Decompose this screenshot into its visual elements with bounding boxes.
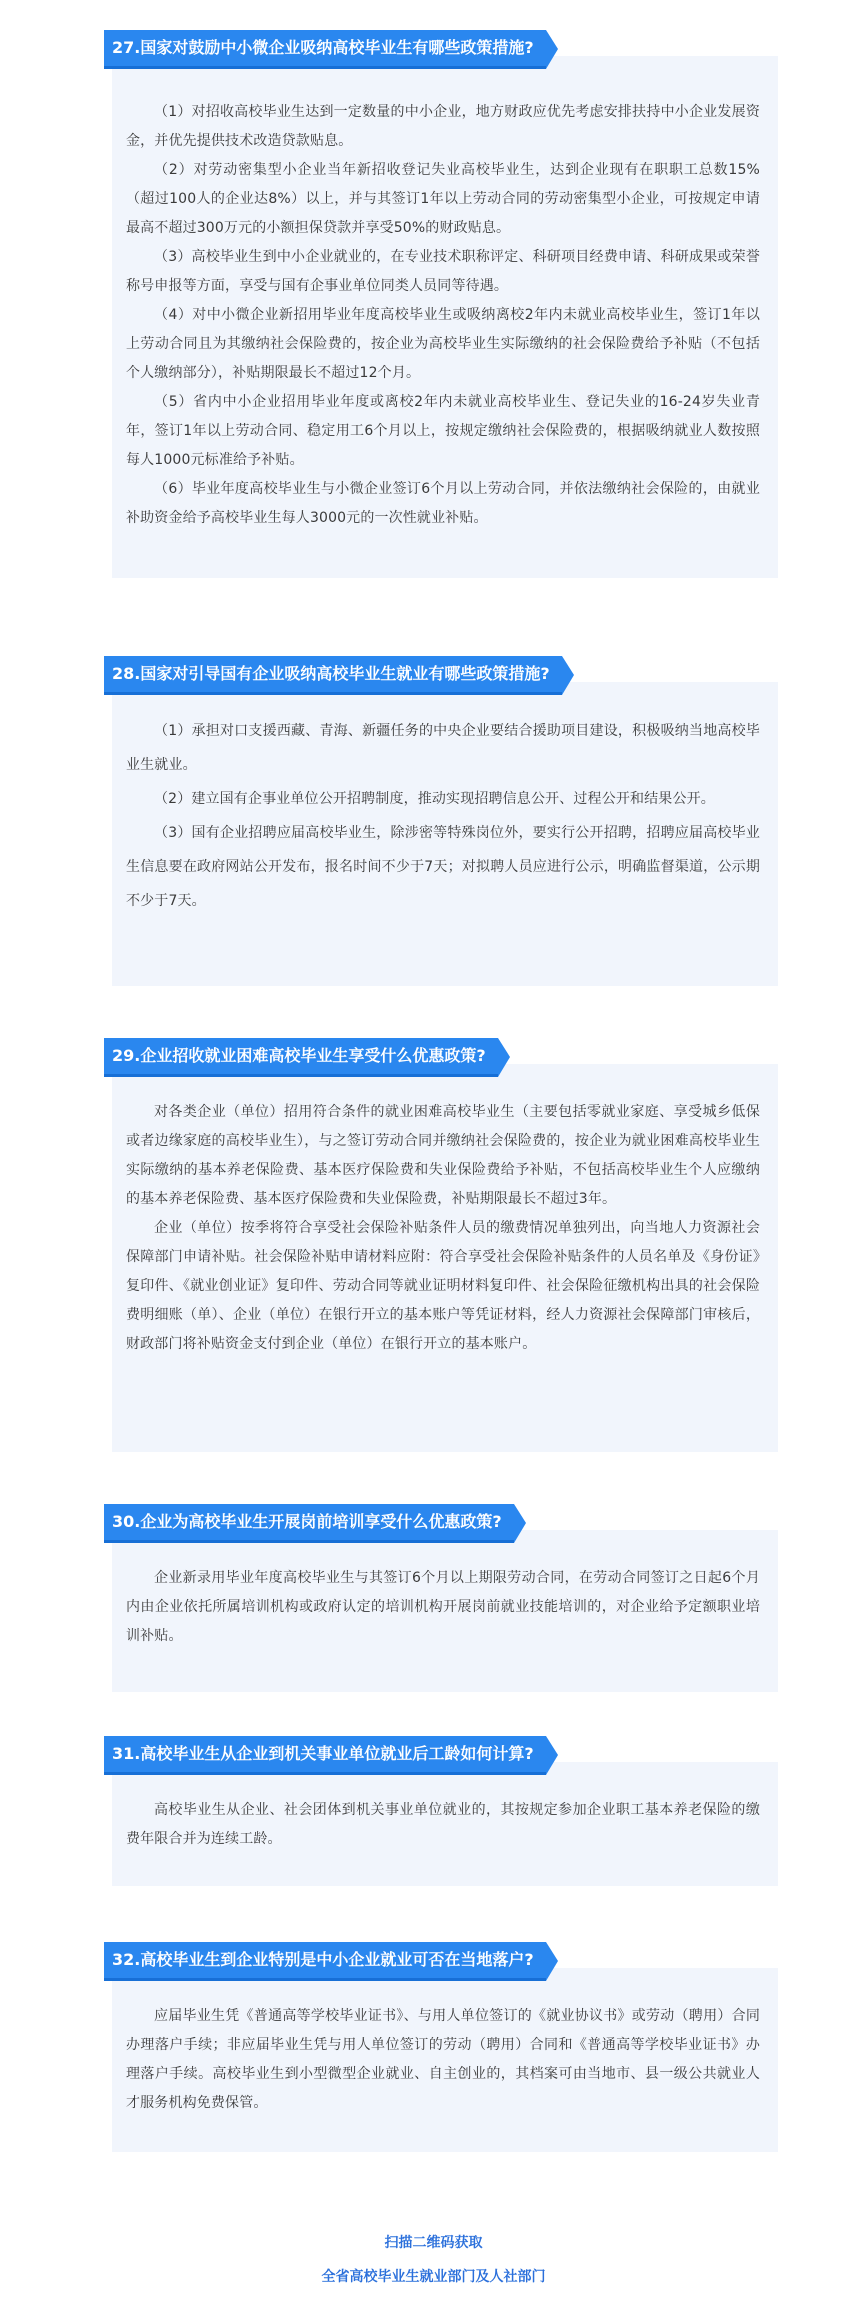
paragraph: 企业新录用毕业年度高校毕业生与其签订6个月以上期限劳动合同，在劳动合同签订之日起6个月内由企业依托所属培训机构或政府认定的培训机构开展岗前就业技能培训的，对企业给予定额职业培训补贴。 <box>126 1570 760 1644</box>
section-content <box>126 714 760 918</box>
footer-departments-text: 全省高校毕业生就业部门及人社部门 <box>321 2269 546 2285</box>
footer-scan-text: 扫描二维码获取 <box>384 2235 483 2251</box>
section-title: 29.企业招收就业困难高校毕业生享受什么优惠政策? <box>104 1038 498 1077</box>
section-title: 31.高校毕业生从企业到机关事业单位就业后工龄如何计算? <box>104 1736 546 1775</box>
paragraph: （6）毕业年度高校毕业生与小微企业签订6个月以上劳动合同，并依法缴纳社会保险的，由就业补助资金给予高校毕业生每人3000元的一次性就业补贴。 <box>126 481 760 526</box>
paragraph: （3）高校毕业生到中小企业就业的，在专业技术职称评定、科研项目经费申请、科研成果或荣誉称号申报等方面，享受与国有企事业单位同类人员同等待遇。 <box>126 249 760 294</box>
paragraph: 对各类企业（单位）招用符合条件的就业困难高校毕业生（主要包括零就业家庭、享受城乡低保或者边缘家庭的高校毕业生），与之签订劳动合同并缴纳社会保险费的，按企业为就业困难高校毕业生实际缴纳的基本养老保险费、基本医疗保险费和失业保险费给予补贴，不包括高校毕业生个人应缴纳的基本养老保险费、基本医疗保险费和失业保险费，补贴期限最长不超过3年。 <box>126 1104 760 1207</box>
section-content <box>126 1796 760 1854</box>
section-title: 32.高校毕业生到企业特别是中小企业就业可否在当地落户? <box>104 1942 546 1981</box>
paragraph: （4）对中小微企业新招用毕业年度高校毕业生或吸纳离校2年内未就业高校毕业生，签订1年以上劳动合同且为其缴纳社会保险费的，按企业为高校毕业生实际缴纳的社会保险费给予补贴（不包括个人缴纳部分），补贴期限最长不超过12个月。 <box>126 307 760 381</box>
section-content <box>126 1098 760 1359</box>
section-28 <box>104 656 778 986</box>
paragraph: 高校毕业生从企业、社会团体到机关事业单位就业的，其按规定参加企业职工基本养老保险的缴费年限合并为连续工龄。 <box>126 1802 760 1847</box>
section-32 <box>104 1942 778 2152</box>
section-content <box>126 98 760 533</box>
paragraph: （1）对招收高校毕业生达到一定数量的中小企业，地方财政应优先考虑安排扶持中小企业发展资金，并优先提供技术改造贷款贴息。 <box>126 104 760 149</box>
section-27 <box>104 30 778 578</box>
paragraph: 企业（单位）按季将符合享受社会保险补贴条件人员的缴费情况单独列出，向当地人力资源社会保障部门申请补贴。社会保险补贴申请材料应附：符合享受社会保险补贴条件的人员名单及《身份证》复印件、《就业创业证》复印件、劳动合同等就业证明材料复印件、社会保险征缴机构出具的社会保险费明细账（单）、企业（单位）在银行开立的基本账户等凭证材料，经人力资源社会保障部门审核后，财政部门将补贴资金支付到企业（单位）在银行开立的基本账户。 <box>126 1220 760 1352</box>
section-title: 28.国家对引导国有企业吸纳高校毕业生就业有哪些政策措施? <box>104 656 562 695</box>
paragraph: （5）省内中小企业招用毕业年度或离校2年内未就业高校毕业生、登记失业的16-24岁失业青年，签订1年以上劳动合同、稳定用工6个月以上，按规定缴纳社会保险费的，根据吸纳就业人数按照每人1000元标准给予补贴。 <box>126 394 760 468</box>
section-30 <box>104 1504 778 1692</box>
section-title: 27.国家对鼓励中小微企业吸纳高校毕业生有哪些政策措施? <box>104 30 546 69</box>
section-content <box>126 1564 760 1651</box>
paragraph: 应届毕业生凭《普通高等学校毕业证书》、与用人单位签订的《就业协议书》或劳动（聘用）合同办理落户手续；非应届毕业生凭与用人单位签订的劳动（聘用）合同和《普通高等学校毕业证书》办理落户手续。高校毕业生到小型微型企业就业、自主创业的，其档案可由当地市、县一级公共就业人才服务机构免费保管。 <box>126 2008 760 2111</box>
paragraph: （2）对劳动密集型小企业当年新招收登记失业高校毕业生，达到企业现有在职职工总数15%（超过100人的企业达8%）以上，并与其签订1年以上劳动合同的劳动密集型小企业，可按规定申请最高不超过300万元的小额担保贷款并享受50%的财政贴息。 <box>126 162 760 236</box>
section-content <box>126 2002 760 2118</box>
paragraph: （1）承担对口支援西藏、青海、新疆任务的中央企业要结合援助项目建设，积极吸纳当地高校毕业生就业。 <box>126 723 760 773</box>
section-29 <box>104 1038 778 1452</box>
paragraph: （2）建立国有企事业单位公开招聘制度，推动实现招聘信息公开、过程公开和结果公开。 <box>154 791 715 807</box>
footer <box>0 2226 867 2294</box>
section-title: 30.企业为高校毕业生开展岗前培训享受什么优惠政策? <box>104 1504 514 1543</box>
paragraph: （3）国有企业招聘应届高校毕业生，除涉密等特殊岗位外，要实行公开招聘，招聘应届高校毕业生信息要在政府网站公开发布，报名时间不少于7天；对拟聘人员应进行公示，明确监督渠道，公示期不少于7天。 <box>126 825 760 909</box>
section-31 <box>104 1736 778 1886</box>
